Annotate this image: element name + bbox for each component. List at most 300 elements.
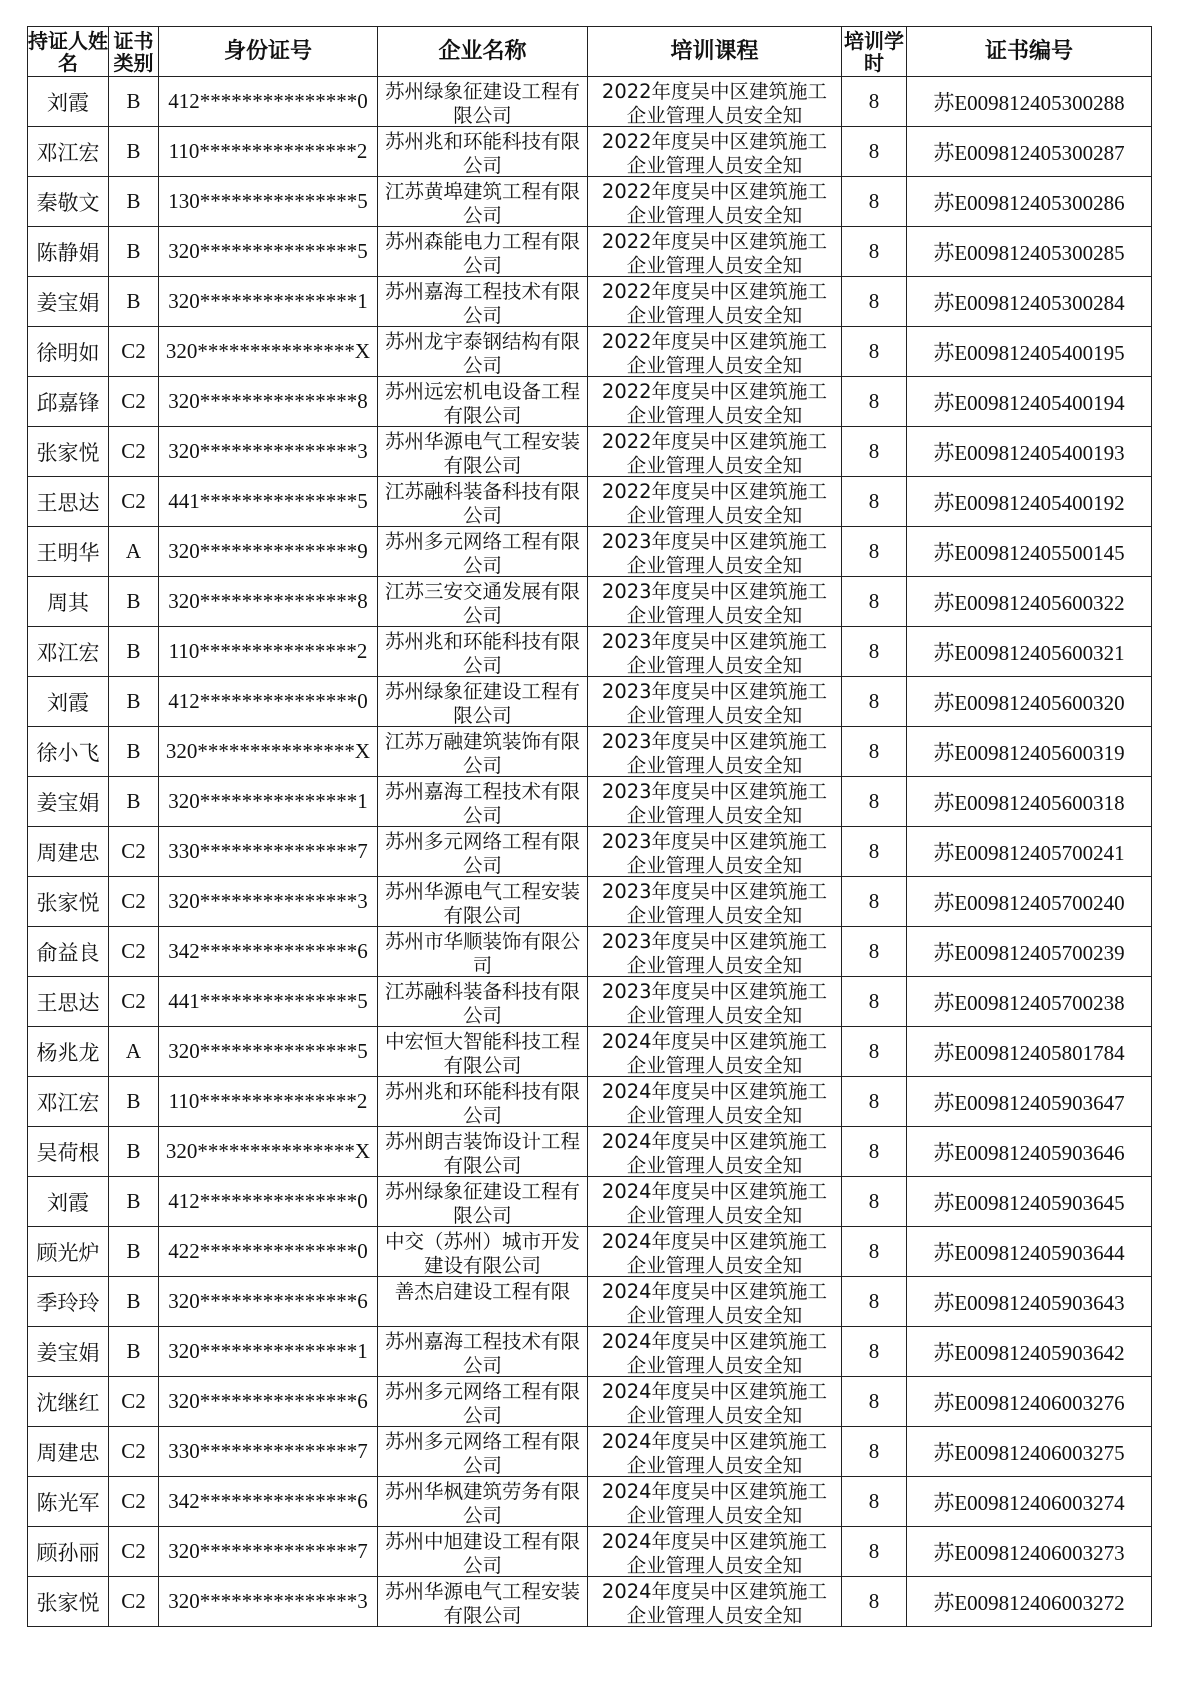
- cell-course: [588, 577, 842, 627]
- cell-company: [378, 1427, 588, 1477]
- cell-company: [378, 1477, 588, 1527]
- cell-course: [588, 377, 842, 427]
- cell-class: A: [109, 1027, 159, 1077]
- cell-company: [378, 77, 588, 127]
- cell-cert-no: 苏E009812405903647: [907, 1077, 1152, 1127]
- cell-company-text: 苏州华源电气工程安装有限公司: [384, 1579, 580, 1626]
- cell-class: B: [109, 577, 159, 627]
- cell-id-number: 320***************X: [159, 727, 378, 777]
- cell-course: [588, 477, 842, 527]
- cell-hours: 8: [842, 1127, 907, 1177]
- table-row: [28, 1077, 1152, 1127]
- cell-company: [378, 377, 588, 427]
- cell-id-number: 320***************3: [159, 1577, 378, 1627]
- cell-id-number: 320***************7: [159, 1527, 378, 1577]
- cell-course: [588, 877, 842, 927]
- cell-course: [588, 827, 842, 877]
- cell-id-number: 441***************5: [159, 977, 378, 1027]
- cell-id-number: 320***************3: [159, 427, 378, 477]
- cell-cert-no: 苏E009812405400194: [907, 377, 1152, 427]
- cell-hours: 8: [842, 277, 907, 327]
- cell-course: [588, 177, 842, 227]
- cell-hours: 8: [842, 177, 907, 227]
- cell-name: 邱嘉锋: [28, 377, 109, 427]
- cell-company-text: 苏州多元网络工程有限公司: [384, 829, 580, 876]
- cell-hours: 8: [842, 577, 907, 627]
- cell-company-text: 苏州兆和环能科技有限公司: [384, 629, 580, 676]
- cell-company: [378, 627, 588, 677]
- cell-course-text: 2023年度吴中区建筑施工企业管理人员安全知: [601, 729, 828, 776]
- cell-name: 顾孙丽: [28, 1527, 109, 1577]
- cell-name: 张家悦: [28, 1577, 109, 1627]
- cell-course: [588, 77, 842, 127]
- cell-company-text: 苏州远宏机电设备工程有限公司: [384, 379, 580, 426]
- cell-course: [588, 1277, 842, 1327]
- cell-hours: 8: [842, 527, 907, 577]
- cell-hours: 8: [842, 127, 907, 177]
- cell-company-text: 苏州嘉海工程技术有限公司: [384, 779, 580, 826]
- cell-course-text: 2022年度吴中区建筑施工企业管理人员安全知: [601, 129, 828, 176]
- cell-company: [378, 477, 588, 527]
- cell-class: C2: [109, 327, 159, 377]
- cell-cert-no: 苏E009812405700239: [907, 927, 1152, 977]
- cell-company-text: 苏州多元网络工程有限公司: [384, 1429, 580, 1476]
- cell-cert-no: 苏E009812405600319: [907, 727, 1152, 777]
- cell-company: [378, 1177, 588, 1227]
- cell-course-text: 2024年度吴中区建筑施工企业管理人员安全知: [601, 1279, 828, 1326]
- cell-course: [588, 727, 842, 777]
- table-body: [28, 77, 1152, 1627]
- table-row: [28, 1377, 1152, 1427]
- cell-company: [378, 1277, 588, 1327]
- cell-company-text: 苏州绿象征建设工程有限公司: [384, 679, 580, 726]
- cell-hours: 8: [842, 777, 907, 827]
- cell-cert-no: 苏E009812405700241: [907, 827, 1152, 877]
- cell-class: C2: [109, 377, 159, 427]
- cell-cert-no: 苏E009812405600321: [907, 627, 1152, 677]
- table-row: [28, 1327, 1152, 1377]
- table-row: [28, 477, 1152, 527]
- cell-course-text: 2022年度吴中区建筑施工企业管理人员安全知: [601, 179, 828, 226]
- cell-company-text: 苏州多元网络工程有限公司: [384, 1379, 580, 1426]
- cell-id-number: 320***************9: [159, 527, 378, 577]
- cell-company: [378, 1027, 588, 1077]
- cell-course-text: 2022年度吴中区建筑施工企业管理人员安全知: [601, 479, 828, 526]
- cell-course-text: 2024年度吴中区建筑施工企业管理人员安全知: [601, 1079, 828, 1126]
- cell-course-text: 2022年度吴中区建筑施工企业管理人员安全知: [601, 429, 828, 476]
- cell-company: [378, 777, 588, 827]
- cell-id-number: 320***************5: [159, 227, 378, 277]
- cell-cert-no: 苏E009812406003274: [907, 1477, 1152, 1527]
- cell-id-number: 320***************3: [159, 877, 378, 927]
- cell-cert-no: 苏E009812405600320: [907, 677, 1152, 727]
- cell-name: 周建忠: [28, 827, 109, 877]
- cell-course-text: 2023年度吴中区建筑施工企业管理人员安全知: [601, 979, 828, 1026]
- cell-course: [588, 277, 842, 327]
- table-row: [28, 727, 1152, 777]
- cell-company-text: 江苏三安交通发展有限公司: [384, 579, 580, 626]
- cell-name: 邓江宏: [28, 1077, 109, 1127]
- cell-name: 邓江宏: [28, 127, 109, 177]
- table-row: [28, 377, 1152, 427]
- header-cert-no: 证书编号: [907, 27, 1152, 77]
- cell-hours: 8: [842, 1477, 907, 1527]
- cell-id-number: 110***************2: [159, 127, 378, 177]
- cell-hours: 8: [842, 427, 907, 477]
- cell-id-number: 422***************0: [159, 1227, 378, 1277]
- cell-class: C2: [109, 1377, 159, 1427]
- cell-class: C2: [109, 977, 159, 1027]
- cell-id-number: 342***************6: [159, 927, 378, 977]
- cell-class: C2: [109, 1477, 159, 1527]
- cell-course-text: 2023年度吴中区建筑施工企业管理人员安全知: [601, 879, 828, 926]
- header-class: 证书类别: [109, 27, 159, 77]
- cell-cert-no: 苏E009812405700240: [907, 877, 1152, 927]
- cell-company-text: 江苏融科装备科技有限公司: [384, 479, 580, 526]
- cell-company-text: 苏州朗吉装饰设计工程有限公司: [384, 1129, 580, 1176]
- cell-hours: 8: [842, 1227, 907, 1277]
- cell-company-text: 苏州绿象征建设工程有限公司: [384, 79, 580, 126]
- cell-course-text: 2024年度吴中区建筑施工企业管理人员安全知: [601, 1329, 828, 1376]
- cell-cert-no: 苏E009812405300285: [907, 227, 1152, 277]
- cell-name: 刘霞: [28, 677, 109, 727]
- cell-course: [588, 1527, 842, 1577]
- cell-company-text: 中交（苏州）城市开发建设有限公司: [384, 1229, 580, 1276]
- header-row: [28, 27, 1152, 77]
- cell-course-text: 2022年度吴中区建筑施工企业管理人员安全知: [601, 329, 828, 376]
- cell-name: 秦敬文: [28, 177, 109, 227]
- cell-company: [378, 277, 588, 327]
- header-company: 企业名称: [378, 27, 588, 77]
- cell-cert-no: 苏E009812406003276: [907, 1377, 1152, 1427]
- cell-course: [588, 1127, 842, 1177]
- cell-course: [588, 677, 842, 727]
- cell-hours: 8: [842, 727, 907, 777]
- cell-company: [378, 1127, 588, 1177]
- cell-course-text: 2024年度吴中区建筑施工企业管理人员安全知: [601, 1129, 828, 1176]
- cell-hours: 8: [842, 477, 907, 527]
- cell-class: B: [109, 627, 159, 677]
- cell-class: B: [109, 1277, 159, 1327]
- cell-name: 王思达: [28, 477, 109, 527]
- table-row: [28, 627, 1152, 677]
- cell-name: 王思达: [28, 977, 109, 1027]
- cell-name: 周建忠: [28, 1427, 109, 1477]
- cell-course-text: 2022年度吴中区建筑施工企业管理人员安全知: [601, 279, 828, 326]
- cell-hours: 8: [842, 1277, 907, 1327]
- cell-name: 刘霞: [28, 1177, 109, 1227]
- cell-hours: 8: [842, 627, 907, 677]
- cell-id-number: 412***************0: [159, 677, 378, 727]
- cell-class: B: [109, 1177, 159, 1227]
- cell-company: [378, 877, 588, 927]
- cell-company: [378, 1227, 588, 1277]
- cell-hours: 8: [842, 227, 907, 277]
- cell-name: 沈继红: [28, 1377, 109, 1427]
- cell-course: [588, 1077, 842, 1127]
- cell-cert-no: 苏E009812405600318: [907, 777, 1152, 827]
- cell-company: [378, 827, 588, 877]
- cell-course-text: 2024年度吴中区建筑施工企业管理人员安全知: [601, 1579, 828, 1626]
- cell-company: [378, 1077, 588, 1127]
- cell-company: [378, 327, 588, 377]
- cell-id-number: 320***************1: [159, 1327, 378, 1377]
- cell-cert-no: 苏E009812405903642: [907, 1327, 1152, 1377]
- cell-id-number: 441***************5: [159, 477, 378, 527]
- cell-hours: 8: [842, 677, 907, 727]
- cell-cert-no: 苏E009812405903645: [907, 1177, 1152, 1227]
- cell-name: 邓江宏: [28, 627, 109, 677]
- cell-class: C2: [109, 827, 159, 877]
- table-row: [28, 1177, 1152, 1227]
- cell-company: [378, 1577, 588, 1627]
- cell-company: [378, 577, 588, 627]
- cell-company: [378, 977, 588, 1027]
- cell-class: B: [109, 1127, 159, 1177]
- cell-class: B: [109, 127, 159, 177]
- cell-company: [378, 677, 588, 727]
- cell-course: [588, 1327, 842, 1377]
- cell-name: 陈光军: [28, 1477, 109, 1527]
- cell-company-text: 中宏恒大智能科技工程有限公司: [384, 1029, 580, 1076]
- cell-hours: 8: [842, 1577, 907, 1627]
- cell-name: 姜宝娟: [28, 1327, 109, 1377]
- cell-course: [588, 1377, 842, 1427]
- table-row: [28, 1027, 1152, 1077]
- cell-cert-no: 苏E009812405903646: [907, 1127, 1152, 1177]
- cell-course: [588, 1577, 842, 1627]
- cell-class: B: [109, 177, 159, 227]
- cell-hours: 8: [842, 1077, 907, 1127]
- cell-cert-no: 苏E009812405700238: [907, 977, 1152, 1027]
- cell-id-number: 320***************8: [159, 377, 378, 427]
- cell-course: [588, 627, 842, 677]
- cell-course: [588, 1227, 842, 1277]
- cell-id-number: 320***************5: [159, 1027, 378, 1077]
- cell-name: 王明华: [28, 527, 109, 577]
- table-row: [28, 977, 1152, 1027]
- cell-id-number: 320***************6: [159, 1377, 378, 1427]
- cell-class: B: [109, 227, 159, 277]
- cell-id-number: 320***************X: [159, 1127, 378, 1177]
- table-header: [28, 27, 1152, 77]
- cell-hours: 8: [842, 1327, 907, 1377]
- cell-course: [588, 927, 842, 977]
- table-row: [28, 1227, 1152, 1277]
- cell-course: [588, 1177, 842, 1227]
- cell-cert-no: 苏E009812405903644: [907, 1227, 1152, 1277]
- cell-company-text: 苏州嘉海工程技术有限公司: [384, 1329, 580, 1376]
- cell-id-number: 412***************0: [159, 77, 378, 127]
- table-row: [28, 427, 1152, 477]
- cell-cert-no: 苏E009812405400192: [907, 477, 1152, 527]
- cell-cert-no: 苏E009812405400193: [907, 427, 1152, 477]
- cell-company-text: 苏州嘉海工程技术有限公司: [384, 279, 580, 326]
- cell-course-text: 2024年度吴中区建筑施工企业管理人员安全知: [601, 1229, 828, 1276]
- cell-company: [378, 1327, 588, 1377]
- cell-class: C2: [109, 477, 159, 527]
- cell-id-number: 320***************8: [159, 577, 378, 627]
- cell-class: B: [109, 1227, 159, 1277]
- cell-course: [588, 127, 842, 177]
- cell-course: [588, 327, 842, 377]
- cell-name: 杨兆龙: [28, 1027, 109, 1077]
- cell-cert-no: 苏E009812405600322: [907, 577, 1152, 627]
- table-row: [28, 877, 1152, 927]
- cell-course-text: 2024年度吴中区建筑施工企业管理人员安全知: [601, 1029, 828, 1076]
- header-id-number: 身份证号: [159, 27, 378, 77]
- cell-class: C2: [109, 427, 159, 477]
- cell-course-text: 2023年度吴中区建筑施工企业管理人员安全知: [601, 929, 828, 976]
- table-row: [28, 1577, 1152, 1627]
- cell-cert-no: 苏E009812406003275: [907, 1427, 1152, 1477]
- cell-hours: 8: [842, 77, 907, 127]
- table-row: [28, 827, 1152, 877]
- cell-course-text: 2024年度吴中区建筑施工企业管理人员安全知: [601, 1429, 828, 1476]
- cell-hours: 8: [842, 977, 907, 1027]
- cell-course-text: 2023年度吴中区建筑施工企业管理人员安全知: [601, 779, 828, 826]
- cell-course: [588, 777, 842, 827]
- cell-cert-no: 苏E009812405300284: [907, 277, 1152, 327]
- cell-company: [378, 427, 588, 477]
- cell-name: 张家悦: [28, 877, 109, 927]
- cell-cert-no: 苏E009812406003273: [907, 1527, 1152, 1577]
- cell-company-text: 苏州中旭建设工程有限公司: [384, 1529, 580, 1576]
- cell-company-text: 苏州森能电力工程有限公司: [384, 229, 580, 276]
- table-row: [28, 127, 1152, 177]
- cell-id-number: 130***************5: [159, 177, 378, 227]
- cell-id-number: 320***************1: [159, 777, 378, 827]
- cell-name: 徐小飞: [28, 727, 109, 777]
- cell-course-text: 2022年度吴中区建筑施工企业管理人员安全知: [601, 379, 828, 426]
- cell-company: [378, 1377, 588, 1427]
- cell-course: [588, 1027, 842, 1077]
- table-row: [28, 577, 1152, 627]
- header-hours: 培训学时: [842, 27, 907, 77]
- cell-id-number: 330***************7: [159, 827, 378, 877]
- cell-course: [588, 227, 842, 277]
- cell-cert-no: 苏E009812406003272: [907, 1577, 1152, 1627]
- cell-class: C2: [109, 877, 159, 927]
- cell-company: [378, 527, 588, 577]
- cell-course-text: 2022年度吴中区建筑施工企业管理人员安全知: [601, 79, 828, 126]
- cell-company-text: 江苏万融建筑装饰有限公司: [384, 729, 580, 776]
- table-row: [28, 1277, 1152, 1327]
- cell-class: C2: [109, 1427, 159, 1477]
- cell-company: [378, 727, 588, 777]
- cell-id-number: 320***************6: [159, 1277, 378, 1327]
- cell-hours: 8: [842, 877, 907, 927]
- certificate-table: [27, 26, 1152, 1627]
- table-row: [28, 927, 1152, 977]
- cell-course: [588, 427, 842, 477]
- cell-company-text: 江苏黄埠建筑工程有限公司: [384, 179, 580, 226]
- cell-company: [378, 227, 588, 277]
- header-course: 培训课程: [588, 27, 842, 77]
- cell-cert-no: 苏E009812405300288: [907, 77, 1152, 127]
- cell-name: 季玲玲: [28, 1277, 109, 1327]
- cell-hours: 8: [842, 927, 907, 977]
- cell-company-text: 苏州多元网络工程有限公司: [384, 529, 580, 576]
- cell-cert-no: 苏E009812405400195: [907, 327, 1152, 377]
- table-row: [28, 1477, 1152, 1527]
- cell-class: B: [109, 1327, 159, 1377]
- cell-course: [588, 1477, 842, 1527]
- cell-id-number: 320***************X: [159, 327, 378, 377]
- cell-course-text: 2024年度吴中区建筑施工企业管理人员安全知: [601, 1479, 828, 1526]
- cell-course-text: 2023年度吴中区建筑施工企业管理人员安全知: [601, 529, 828, 576]
- cell-cert-no: 苏E009812405300287: [907, 127, 1152, 177]
- cell-name: 徐明如: [28, 327, 109, 377]
- cell-hours: 8: [842, 1027, 907, 1077]
- cell-name: 顾光炉: [28, 1227, 109, 1277]
- cell-course-text: 2023年度吴中区建筑施工企业管理人员安全知: [601, 829, 828, 876]
- cell-hours: 8: [842, 377, 907, 427]
- cell-name: 陈静娟: [28, 227, 109, 277]
- cell-cert-no: 苏E009812405801784: [907, 1027, 1152, 1077]
- cell-hours: 8: [842, 1527, 907, 1577]
- cell-course: [588, 977, 842, 1027]
- cell-course-text: 2024年度吴中区建筑施工企业管理人员安全知: [601, 1379, 828, 1426]
- cell-course-text: 2023年度吴中区建筑施工企业管理人员安全知: [601, 629, 828, 676]
- cell-name: 张家悦: [28, 427, 109, 477]
- cell-hours: 8: [842, 1427, 907, 1477]
- header-name: 持证人姓名: [28, 28, 108, 75]
- table-row: [28, 677, 1152, 727]
- cell-cert-no: 苏E009812405300286: [907, 177, 1152, 227]
- cell-course: [588, 527, 842, 577]
- cell-name: 刘霞: [28, 77, 109, 127]
- cell-id-number: 110***************2: [159, 627, 378, 677]
- cell-hours: 8: [842, 327, 907, 377]
- cell-class: C2: [109, 1577, 159, 1627]
- cell-company-text: 苏州龙宇泰钢结构有限公司: [384, 329, 580, 376]
- cell-company-text: 苏州兆和环能科技有限公司: [384, 1079, 580, 1126]
- cell-name: 姜宝娟: [28, 777, 109, 827]
- cell-company: [378, 1527, 588, 1577]
- cell-cert-no: 苏E009812405500145: [907, 527, 1152, 577]
- cell-course-text: 2022年度吴中区建筑施工企业管理人员安全知: [601, 229, 828, 276]
- cell-class: B: [109, 77, 159, 127]
- cell-company-text: 苏州绿象征建设工程有限公司: [384, 1179, 580, 1226]
- cell-id-number: 342***************6: [159, 1477, 378, 1527]
- cell-class: B: [109, 277, 159, 327]
- cell-name: 姜宝娟: [28, 277, 109, 327]
- table-row: [28, 1127, 1152, 1177]
- table-row: [28, 777, 1152, 827]
- table-row: [28, 327, 1152, 377]
- cell-name: 周其: [28, 577, 109, 627]
- cell-hours: 8: [842, 827, 907, 877]
- cell-course-text: 2024年度吴中区建筑施工企业管理人员安全知: [601, 1179, 828, 1226]
- cell-company-text: 苏州华源电气工程安装有限公司: [384, 429, 580, 476]
- table-row: [28, 1527, 1152, 1577]
- cell-company: [378, 127, 588, 177]
- cell-hours: 8: [842, 1377, 907, 1427]
- table-row: [28, 277, 1152, 327]
- cell-company-text: 善杰启建设工程有限: [394, 1279, 571, 1303]
- cell-class: B: [109, 677, 159, 727]
- cell-class: B: [109, 727, 159, 777]
- cell-class: C2: [109, 927, 159, 977]
- cell-hours: 8: [842, 1177, 907, 1227]
- cell-course-text: 2024年度吴中区建筑施工企业管理人员安全知: [601, 1529, 828, 1576]
- cell-cert-no: 苏E009812405903643: [907, 1277, 1152, 1327]
- table-row: [28, 77, 1152, 127]
- cell-course-text: 2023年度吴中区建筑施工企业管理人员安全知: [601, 579, 828, 626]
- cell-course-text: 2023年度吴中区建筑施工企业管理人员安全知: [601, 679, 828, 726]
- cell-id-number: 412***************0: [159, 1177, 378, 1227]
